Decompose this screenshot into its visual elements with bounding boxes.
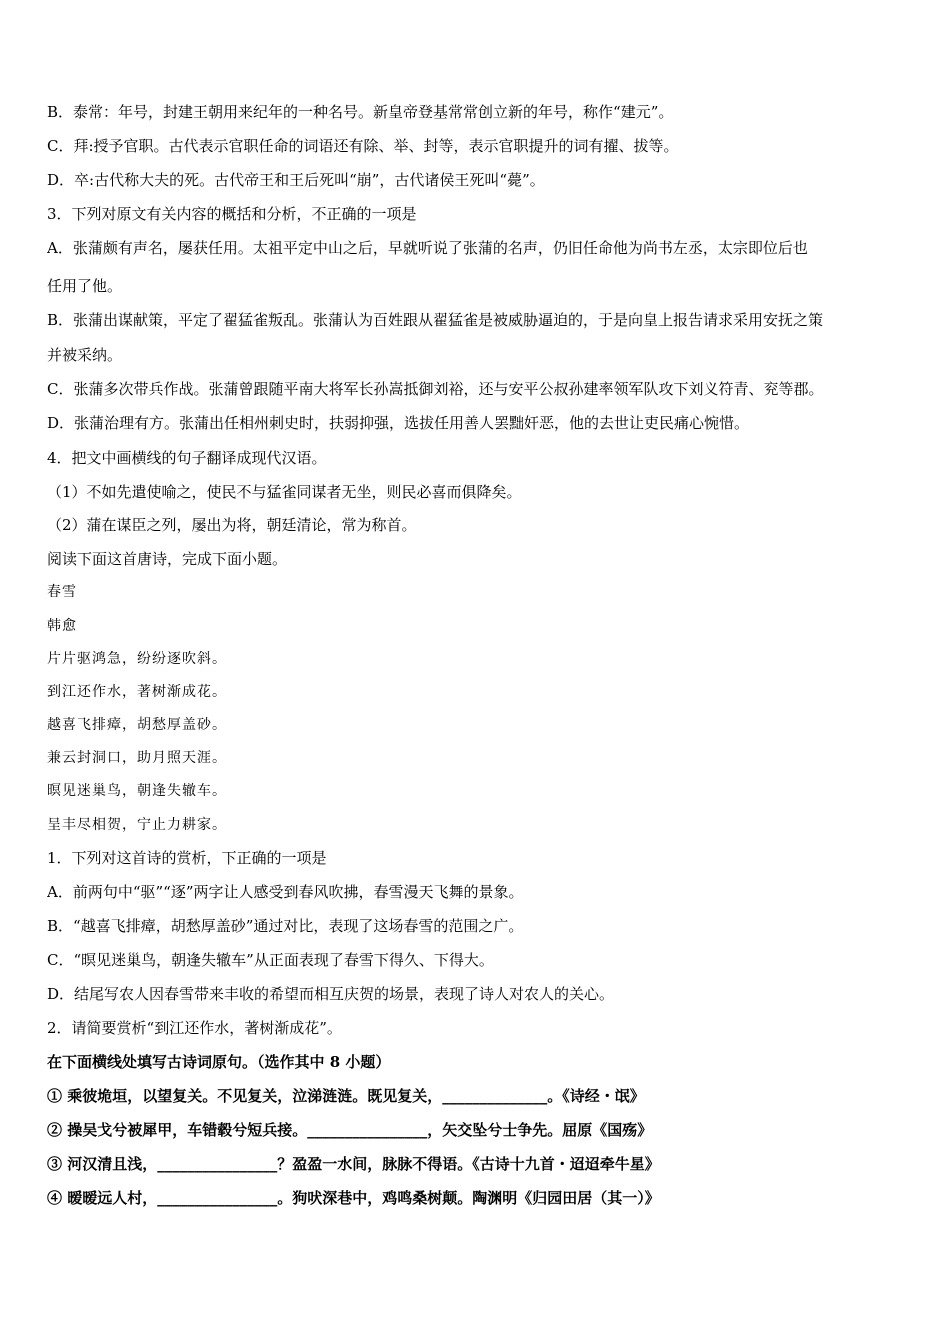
q4-sentence-1: （1）不如先遣使喻之，使民不与猛雀同谋者无坐，则民必喜而俱降矣。 — [47, 483, 522, 501]
poem-instruction: 阅读下面这首唐诗，完成下面小题。 — [47, 550, 288, 568]
poem-line-2: 到江还作水，著树渐成花。 — [47, 684, 227, 700]
pq1-option-d: D．结尾写农人因春雪带来丰收的希望而相互庆贺的场景，表现了诗人对农人的关心。 — [47, 985, 615, 1003]
poem-question-2: 2．请简要赏析“到江还作水，著树渐成花”。 — [47, 1019, 342, 1037]
pq1-option-a: A．前两句中“驱”“逐”两字让人感受到春风吹拂，春雪漫天飞舞的景象。 — [47, 883, 524, 901]
poem-title: 春雪 — [47, 584, 77, 600]
q4-sentence-2: （2）蒲在谋臣之列，屡出为将，朝廷清论，常为称首。 — [47, 516, 417, 534]
poem-line-1: 片片驱鸿急，纷纷逐吹斜。 — [47, 651, 227, 667]
question-3: 3．下列对原文有关内容的概括和分析，不正确的一项是 — [47, 205, 417, 223]
fill-blank-item-2: ② 操吴戈兮被犀甲，车错毂兮短兵接。________________，矢交坠兮士争先。屈原《国殇》 — [47, 1121, 653, 1139]
q3-option-c: C．张蒲多次带兵作战。张蒲曾跟随平南大将军长孙嵩抵御刘裕，还与安平公叔孙建率领军队攻下刘义符青、兖等郡。 — [47, 380, 824, 398]
fill-blank-instruction: 在下面横线处填写古诗词原句。（选作其中 8 小题） — [47, 1053, 391, 1071]
poem-line-5: 暝见迷巢鸟，朝逢失辙车。 — [47, 783, 227, 799]
poem-line-4: 兼云封洞口，助月照天涯。 — [47, 750, 227, 766]
poem-question-1: 1．下列对这首诗的赏析，下正确的一项是 — [47, 849, 327, 867]
q3-option-a: A．张蒲颇有声名，屡获任用。太祖平定中山之后，早就听说了张蒲的名声，仍旧任命他为尚书左丞，太宗即位后也 — [47, 239, 808, 257]
fill-blank-item-3: ③ 河汉清且浅，________________？盈盈一水间，脉脉不得语。《古诗十九首・迢迢牵牛星》 — [47, 1155, 660, 1173]
poem-line-6: 呈丰尽相贺，宁止力耕家。 — [47, 817, 227, 833]
option-b-taichang: B．泰常：年号，封建王朝用来纪年的一种名号。新皇帝登基常常创立新的年号，称作“建元”。 — [47, 103, 674, 121]
question-4: 4．把文中画横线的句子翻译成现代汉语。 — [47, 449, 327, 467]
fill-blank-item-1: ① 乘彼垝垣，以望复关。不见复关，泣涕涟涟。既见复关，______________。《诗经・氓》 — [47, 1087, 645, 1105]
option-c-bai: C．拜:授予官职。古代表示官职任命的词语还有除、举、封等，表示官职提升的词有擢、拔等。 — [47, 137, 679, 155]
q3-option-b-cont: 并被采纳。 — [47, 346, 123, 364]
pq1-option-b: B．“越喜飞排瘴，胡愁厚盖砂”通过对比，表现了这场春雪的范围之广。 — [47, 917, 524, 935]
fill-blank-item-4: ④ 暧暧远人村，________________。狗吠深巷中，鸡鸣桑树颠。陶渊明《归园田居（其一）》 — [47, 1189, 660, 1207]
poem-author: 韩愈 — [47, 618, 77, 634]
q3-option-a-cont: 任用了他。 — [47, 277, 123, 295]
pq1-option-c: C．“暝见迷巢鸟，朝逢失辙车”从正面表现了春雪下得久、下得大。 — [47, 951, 494, 969]
poem-line-3: 越喜飞排瘴，胡愁厚盖砂。 — [47, 717, 227, 733]
q3-option-d: D．张蒲治理有方。张蒲出任相州刺史时，扶弱抑强，选拔任用善人罢黜奸恶，他的去世让吏民痛心惋惜。 — [47, 414, 750, 432]
option-d-zu: D．卒:古代称大夫的死。古代帝王和王后死叫“崩”，古代诸侯王死叫“薨”。 — [47, 171, 545, 189]
q3-option-b: B．张蒲出谋献策，平定了翟猛雀叛乱。张蒲认为百姓跟从翟猛雀是被威胁逼迫的，于是向皇上报告请求采用安抚之策 — [47, 311, 824, 329]
